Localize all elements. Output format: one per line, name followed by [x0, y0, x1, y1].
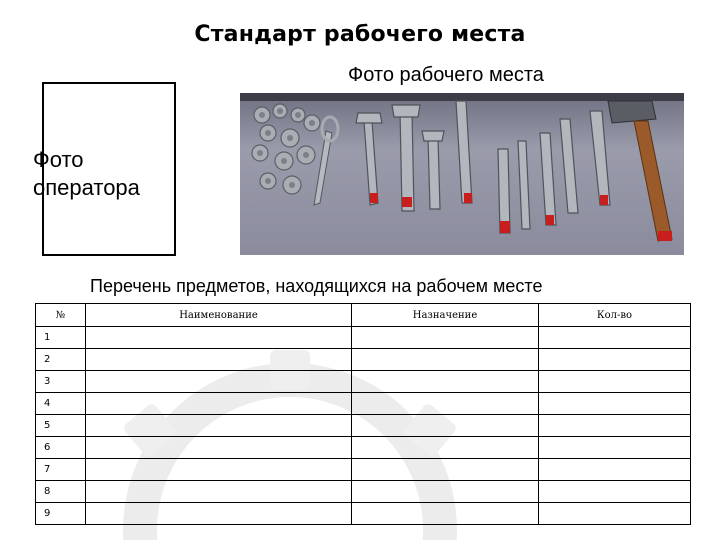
- name-cell[interactable]: [86, 415, 352, 437]
- quantity-cell[interactable]: [539, 327, 691, 349]
- name-cell[interactable]: [86, 327, 352, 349]
- row-number: 7: [36, 459, 86, 481]
- purpose-cell[interactable]: [352, 481, 539, 503]
- purpose-cell[interactable]: [352, 437, 539, 459]
- header-purpose: Назначение: [352, 304, 539, 327]
- page-title: Стандарт рабочего места: [194, 22, 526, 47]
- quantity-cell[interactable]: [539, 503, 691, 525]
- table-row: [36, 503, 691, 525]
- quantity-cell[interactable]: [539, 481, 691, 503]
- purpose-cell[interactable]: [352, 459, 539, 481]
- purpose-cell[interactable]: [352, 503, 539, 525]
- table-row: [36, 371, 691, 393]
- quantity-cell[interactable]: [539, 393, 691, 415]
- name-cell[interactable]: [86, 503, 352, 525]
- header-quantity: Кол-во: [539, 304, 691, 327]
- row-number: 1: [36, 327, 86, 349]
- purpose-cell[interactable]: [352, 327, 539, 349]
- row-number: 4: [36, 393, 86, 415]
- row-number: 9: [36, 503, 86, 525]
- table-header-row: [36, 304, 691, 327]
- table-row: [36, 481, 691, 503]
- row-number: 2: [36, 349, 86, 371]
- table-row: [36, 349, 691, 371]
- name-cell[interactable]: [86, 481, 352, 503]
- quantity-cell[interactable]: [539, 349, 691, 371]
- name-cell[interactable]: [86, 371, 352, 393]
- name-cell[interactable]: [86, 349, 352, 371]
- row-number: 6: [36, 437, 86, 459]
- header-number: №: [36, 304, 86, 327]
- purpose-cell[interactable]: [352, 371, 539, 393]
- name-cell[interactable]: [86, 459, 352, 481]
- table-row: [36, 459, 691, 481]
- quantity-cell[interactable]: [539, 437, 691, 459]
- quantity-cell[interactable]: [539, 371, 691, 393]
- row-number: 5: [36, 415, 86, 437]
- name-cell[interactable]: [86, 437, 352, 459]
- quantity-cell[interactable]: [539, 459, 691, 481]
- table-row: [36, 327, 691, 349]
- table-row: [36, 437, 691, 459]
- items-table: [35, 303, 691, 525]
- table-row: [36, 393, 691, 415]
- purpose-cell[interactable]: [352, 393, 539, 415]
- row-number: 3: [36, 371, 86, 393]
- workplace-photo-label: Фото рабочего места: [348, 64, 544, 86]
- header-name: Наименование: [86, 304, 352, 327]
- row-number: 8: [36, 481, 86, 503]
- items-list-title: Перечень предметов, находящихся на рабочем месте: [90, 276, 543, 296]
- quantity-cell[interactable]: [539, 415, 691, 437]
- workplace-tools-photo: [240, 93, 684, 255]
- purpose-cell[interactable]: [352, 349, 539, 371]
- name-cell[interactable]: [86, 393, 352, 415]
- table-row: [36, 415, 691, 437]
- purpose-cell[interactable]: [352, 415, 539, 437]
- operator-photo-label: Фото оператора: [33, 147, 140, 200]
